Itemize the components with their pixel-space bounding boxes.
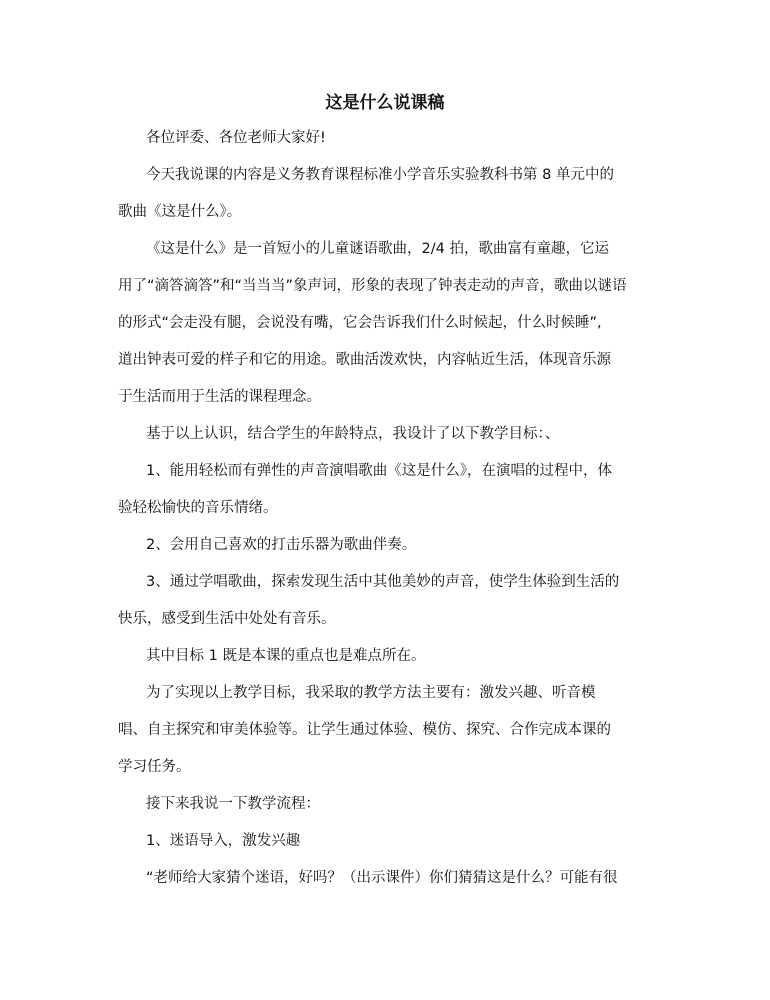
paragraph-line: 快乐，感受到生活中处处有音乐。 bbox=[118, 611, 336, 627]
document-title: 这是什么说课稿 bbox=[325, 93, 445, 113]
paragraph-line: 学习任务。 bbox=[118, 759, 191, 775]
paragraph-line: 验轻松愉快的音乐情绪。 bbox=[118, 500, 278, 516]
paragraph-line: 于生活而用于生活的课程理念。 bbox=[118, 389, 321, 405]
paragraph-line: 1、迷语导入，激发兴趣 bbox=[146, 833, 301, 849]
paragraph-line: 今天我说课的内容是义务教育课程标准小学音乐实验教科书第 8 单元中的 bbox=[146, 167, 614, 183]
paragraph-line: “老师给大家猜个迷语，好吗？（出示课件）你们猜猜这是什么？可能有很 bbox=[146, 870, 618, 886]
paragraph-line: 接下来我说一下教学流程： bbox=[146, 796, 320, 812]
paragraph-line: 各位评委、各位老师大家好! bbox=[146, 130, 326, 146]
paragraph-line: 的形式“会走没有腿，会说没有嘴，它会告诉我们什么时候起，什么时候睡”, bbox=[118, 315, 602, 331]
paragraph-line: 3、通过学唱歌曲，探索发现生活中其他美妙的声音，使学生体验到生活的 bbox=[146, 574, 620, 590]
paragraph-line: 道出钟表可爱的样子和它的用途。歌曲活泼欢快，内容帖近生活，体现音乐源 bbox=[118, 352, 611, 368]
paragraph-line: 唱、自主探究和审美体验等。让学生通过体验、模仿、探究、合作完成本课的 bbox=[118, 722, 611, 738]
paragraph-line: 为了实现以上教学目标，我采取的教学方法主要有：激发兴趣、听音模 bbox=[146, 685, 596, 701]
paragraph-line: 《这是什么》是一首短小的儿童谜语歌曲，2/4 拍，歌曲富有童趣，它运 bbox=[146, 241, 609, 257]
paragraph-line: 用了“滴答滴答”和“当当当”象声词，形象的表现了钟表走动的声音，歌曲以谜语 bbox=[118, 278, 627, 294]
paragraph-line: 歌曲《这是什么》。 bbox=[118, 204, 242, 220]
paragraph-line: 基于以上认识，结合学生的年龄特点，我设计了以下教学目标：、 bbox=[146, 426, 560, 442]
paragraph-line: 2、会用自己喜欢的打击乐器为歌曲伴奏。 bbox=[146, 537, 417, 553]
paragraph-line: 1、能用轻松而有弹性的声音演唱歌曲《这是什么》，在演唱的过程中，体 bbox=[146, 463, 612, 479]
paragraph-line: 其中目标 1 既是本课的重点也是难点所在。 bbox=[146, 648, 426, 664]
